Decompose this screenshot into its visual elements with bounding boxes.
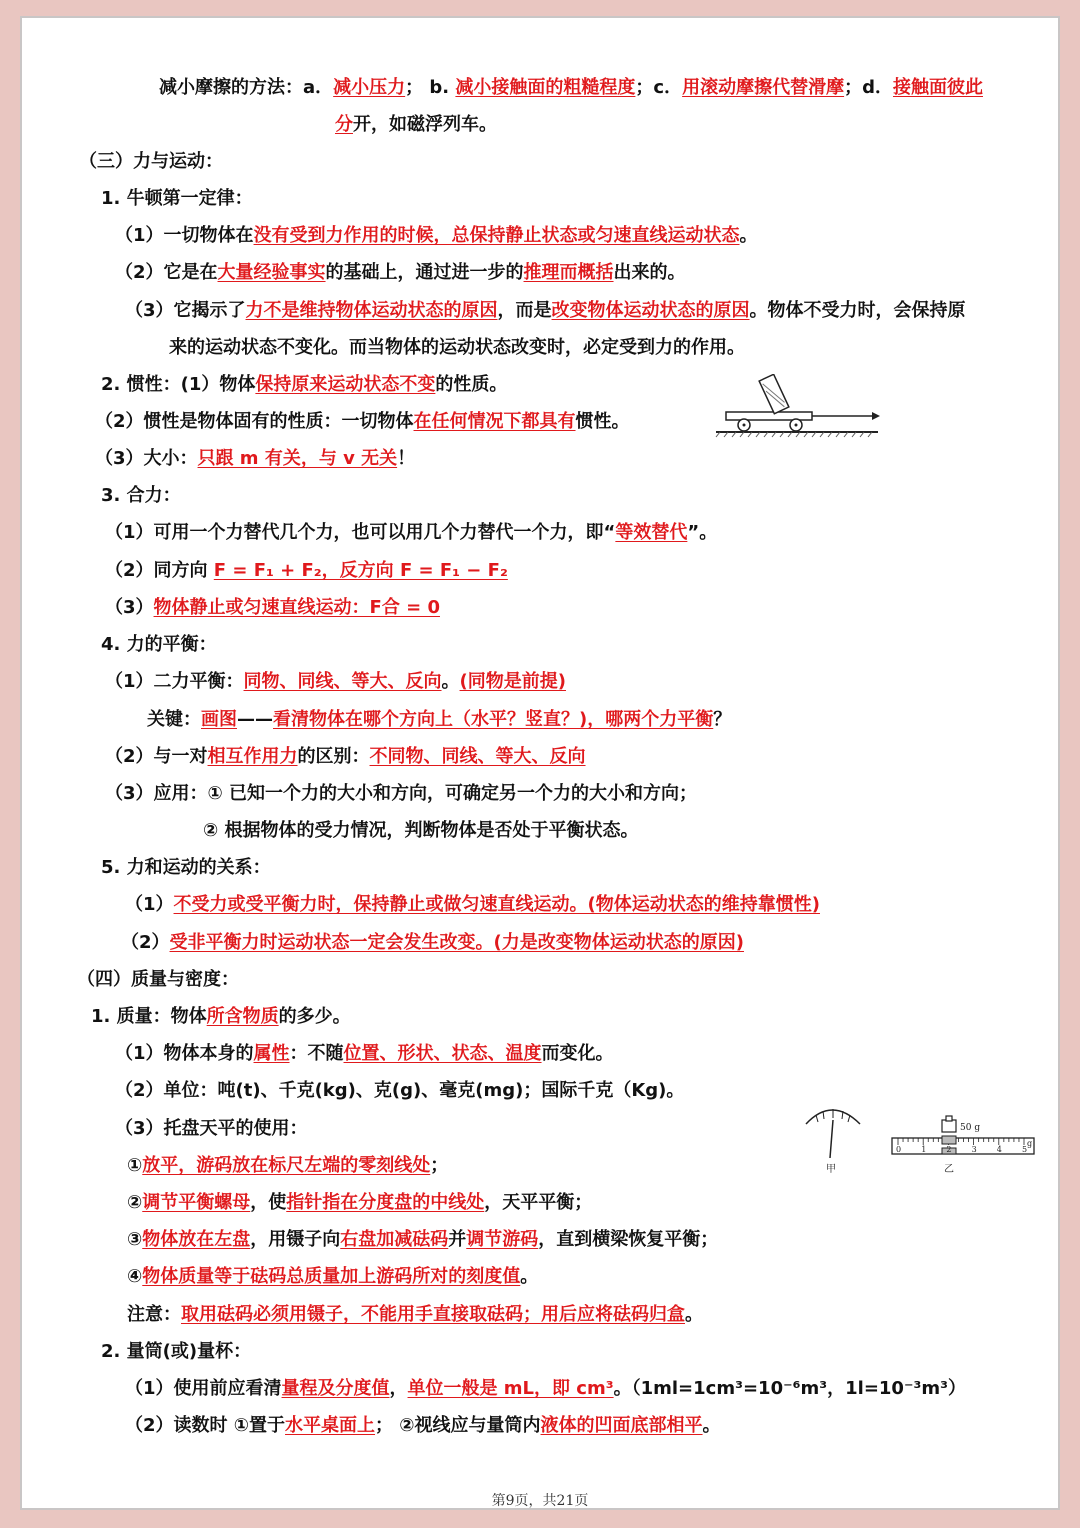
balance-figure: [798, 1098, 1038, 1176]
answer-text: F = F₁ + F₂，反方向 F = F₁ − F₂: [213, 560, 508, 581]
answer-text: 单位一般是 mL，即 cm³: [407, 1378, 614, 1399]
balance-label-b: 乙: [944, 1164, 954, 1175]
text-run: （2）: [121, 932, 170, 953]
answer-text: 看清物体在哪个方向上（水平？竖直？)，哪两个力平衡: [273, 709, 714, 730]
answer-text: 接触面彼此: [892, 77, 983, 98]
answer-text: 所含物质: [206, 1006, 279, 1027]
answer-text: 减小接触面的粗糙程度: [455, 77, 636, 98]
text-run: 关键：: [147, 709, 201, 730]
line-5: [115, 224, 758, 248]
line-8: [169, 336, 745, 360]
text-run: 1. 牛顿第一定律：: [101, 188, 253, 209]
answer-text: 受非平衡力时运动状态一定会发生改变。(力是改变物体运动状态的原因): [169, 932, 744, 953]
text-run: ，用镊子向: [250, 1229, 341, 1250]
text-run: ② 根据物体的受力情况，判断物体是否处于平衡状态。: [203, 820, 639, 841]
line-33: [127, 1265, 538, 1289]
text-run: （2）与一对: [105, 746, 208, 767]
text-run: 惯性。: [575, 411, 630, 432]
line-12: [101, 484, 181, 508]
answer-text: 等效替代: [615, 522, 688, 543]
answer-text: 指针指在分度盘的中线处: [286, 1192, 485, 1213]
text-run: ，使: [250, 1192, 287, 1213]
text-run: ？: [713, 709, 732, 730]
text-run: （3）大小：: [95, 448, 198, 469]
answer-text: 没有受到力作用的时候，总保持静止状态或匀速直线运动状态: [253, 225, 740, 246]
text-run: 1. 质量：物体: [91, 1006, 207, 1027]
answer-text: 属性: [253, 1043, 290, 1064]
line-19: [105, 745, 586, 769]
text-run: ； b.: [405, 77, 456, 98]
answer-text: 只跟 m 有关，与 v 无关: [197, 448, 398, 469]
answer-text: (同物是前提): [459, 671, 566, 692]
text-run: （1）二力平衡：: [105, 671, 244, 692]
text-run: 。: [702, 1415, 721, 1436]
cart-inertia-figure: [712, 374, 882, 438]
answer-text: 用滚动摩擦代替滑摩: [682, 77, 845, 98]
answer-text: 液体的凹面底部相平: [540, 1415, 703, 1436]
answer-text: 大量经验事实: [217, 262, 326, 283]
text-run: 4. 力的平衡：: [101, 634, 217, 655]
text-run: ，而是: [497, 300, 552, 321]
line-1: [159, 76, 983, 100]
text-run: 5. 力和运动的关系：: [101, 857, 271, 878]
document-page: [20, 16, 1060, 1510]
line-28: [115, 1079, 684, 1103]
text-run: ——: [237, 709, 273, 730]
line-20: [105, 782, 697, 806]
text-run: 。: [441, 671, 460, 692]
text-run: ，直到横梁恢复平衡；: [538, 1229, 719, 1250]
text-run: 的基础上，通过进一步的: [325, 262, 524, 283]
text-run: （1）一切物体在: [115, 225, 254, 246]
line-10: [95, 410, 630, 434]
line-24: [121, 931, 744, 955]
text-run: （3）应用：① 已知一个力的大小和方向，可确定另一个力的大小和方向；: [105, 783, 698, 804]
line-6: [115, 261, 686, 285]
answer-text: 在任何情况下都具有: [413, 411, 576, 432]
answer-text: 取用砝码必须用镊子，不能用手直接取砝码；用后应将砝码归盒: [181, 1304, 685, 1325]
line-14: [105, 559, 508, 583]
line-18: [147, 708, 731, 732]
line-7: [125, 299, 966, 323]
scale-tick-label: 2: [946, 1145, 952, 1154]
text-run: ，: [389, 1378, 408, 1399]
answer-text: 画图: [201, 709, 237, 730]
answer-text: 右盘加减砝码: [340, 1229, 449, 1250]
answer-text: 调节游码: [466, 1229, 539, 1250]
answer-text: 物体质量等于砝码总质量加上游码所对的刻度值: [142, 1266, 521, 1287]
text-run: ； ②视线应与量筒内: [375, 1415, 541, 1436]
text-run: ，天平平衡；: [484, 1192, 593, 1213]
line-26: [91, 1005, 351, 1029]
line-3: [79, 150, 223, 174]
text-run: 来的运动状态不变化。而当物体的运动状态改变时，必定受到力的作用。: [169, 337, 745, 358]
text-run: 并: [448, 1229, 467, 1250]
text-run: （3）托盘天平的使用：: [115, 1118, 308, 1139]
answer-text: 改变物体运动状态的原因: [551, 300, 750, 321]
text-run: 。: [685, 1304, 703, 1325]
page-footer: 第9页，共21页: [491, 1493, 589, 1509]
text-run: ④: [127, 1266, 143, 1287]
text-run: 2. 惯性：(1）物体: [101, 374, 256, 395]
scale-tick-label: 1: [921, 1145, 927, 1154]
line-29: [115, 1117, 308, 1141]
scale-tick-label: 5: [1022, 1145, 1028, 1154]
text-run: （2）惯性是物体固有的性质：一切物体: [95, 411, 414, 432]
text-run: （四）质量与密度：: [77, 969, 239, 990]
answer-text: 水平桌面上: [285, 1415, 376, 1436]
line-21: [203, 819, 639, 843]
line-11: [95, 447, 415, 471]
answer-text: 力不是维持物体运动状态的原因: [245, 300, 498, 321]
text-run: ；: [430, 1155, 449, 1176]
answer-text: 物体静止或匀速直线运动：F合 = 0: [153, 597, 440, 618]
text-run: 而变化。: [541, 1043, 614, 1064]
text-run: （3）: [105, 597, 154, 618]
balance-weight-label: 50 g: [960, 1123, 981, 1133]
text-run: 注意：: [127, 1304, 181, 1325]
text-run: （2）单位：吨(t)、千克(kg)、克(g)、毫克(mg)；国际千克（Kg)。: [115, 1080, 685, 1101]
text-run: 的多少。: [278, 1006, 351, 1027]
line-27: [115, 1042, 614, 1066]
answer-text: 不同物、同线、等大、反向: [369, 746, 586, 767]
line-13: [105, 521, 717, 545]
line-32: [127, 1228, 718, 1252]
text-run: 。: [739, 225, 758, 246]
line-25: [77, 968, 239, 992]
text-run: （1）使用前应看清: [125, 1378, 282, 1399]
answer-text: 量程及分度值: [281, 1378, 390, 1399]
text-run: 减小摩擦的方法：a．: [159, 77, 334, 98]
text-run: 2. 量筒(或)量杯：: [101, 1341, 252, 1362]
text-run: （2）同方向: [105, 560, 214, 581]
line-22: [101, 856, 271, 880]
answer-text: 减小压力: [333, 77, 406, 98]
text-run: （1）可用一个力替代几个力，也可以用几个力替代一个力，即“: [105, 522, 616, 543]
text-run: ②: [127, 1192, 143, 1213]
text-run: 开，如磁浮列车。: [353, 114, 497, 135]
answer-text: 物体放在左盘: [142, 1229, 251, 1250]
line-36: [125, 1377, 966, 1401]
text-run: （3）它揭示了: [125, 300, 246, 321]
text-run: ”。: [687, 522, 718, 543]
text-run: （2）它是在: [115, 262, 218, 283]
line-17: [105, 670, 566, 694]
scale-tick-label: 3: [971, 1145, 977, 1154]
text-run: 3. 合力：: [101, 485, 181, 506]
text-run: 的性质。: [435, 374, 508, 395]
line-15: [105, 596, 440, 620]
text-run: 。: [520, 1266, 539, 1287]
scale-tick-label: 0: [896, 1145, 902, 1154]
line-34: [127, 1303, 703, 1327]
answer-text: 调节平衡螺母: [142, 1192, 251, 1213]
text-run: （1）: [125, 894, 174, 915]
text-run: 。物体不受力时，会保持原: [749, 300, 966, 321]
answer-text: 保持原来运动状态不变: [255, 374, 436, 395]
line-37: [125, 1414, 721, 1438]
scale-tick-label: 4: [996, 1145, 1002, 1154]
text-run: （三）力与运动：: [79, 151, 223, 172]
text-run: ①: [127, 1155, 143, 1176]
text-run: （2）读数时 ①置于: [125, 1415, 286, 1436]
text-run: （1）物体本身的: [115, 1043, 254, 1064]
answer-text: 推理而概括: [523, 262, 614, 283]
line-16: [101, 633, 217, 657]
text-run: ③: [127, 1229, 143, 1250]
line-9: [101, 373, 507, 397]
text-run: ；c．: [635, 77, 683, 98]
answer-text: 同物、同线、等大、反向: [243, 671, 442, 692]
line-31: [127, 1191, 592, 1215]
line-23: [125, 893, 820, 917]
text-run: ！: [397, 448, 416, 469]
text-run: 的区别：: [297, 746, 370, 767]
text-run: ：不随: [289, 1043, 344, 1064]
line-4: [101, 187, 253, 211]
scale-unit: g: [1027, 1139, 1033, 1148]
answer-text: 位置、形状、状态、温度: [343, 1043, 542, 1064]
line-2: [335, 113, 497, 137]
text-run: ；d．: [844, 77, 893, 98]
text-run: 出来的。: [613, 262, 686, 283]
answer-text: 相互作用力: [207, 746, 298, 767]
answer-text: 放平，游码放在标尺左端的零刻线处: [142, 1155, 431, 1176]
line-30: [127, 1154, 448, 1178]
answer-text: 分: [335, 114, 353, 135]
text-run: 。（1ml=1cm³=10⁻⁶m³，1l=10⁻³m³）: [613, 1378, 966, 1399]
balance-label-a: 甲: [826, 1164, 836, 1175]
answer-text: 不受力或受平衡力时，保持静止或做匀速直线运动。(物体运动状态的维持靠惯性): [173, 894, 820, 915]
line-35: [101, 1340, 251, 1364]
